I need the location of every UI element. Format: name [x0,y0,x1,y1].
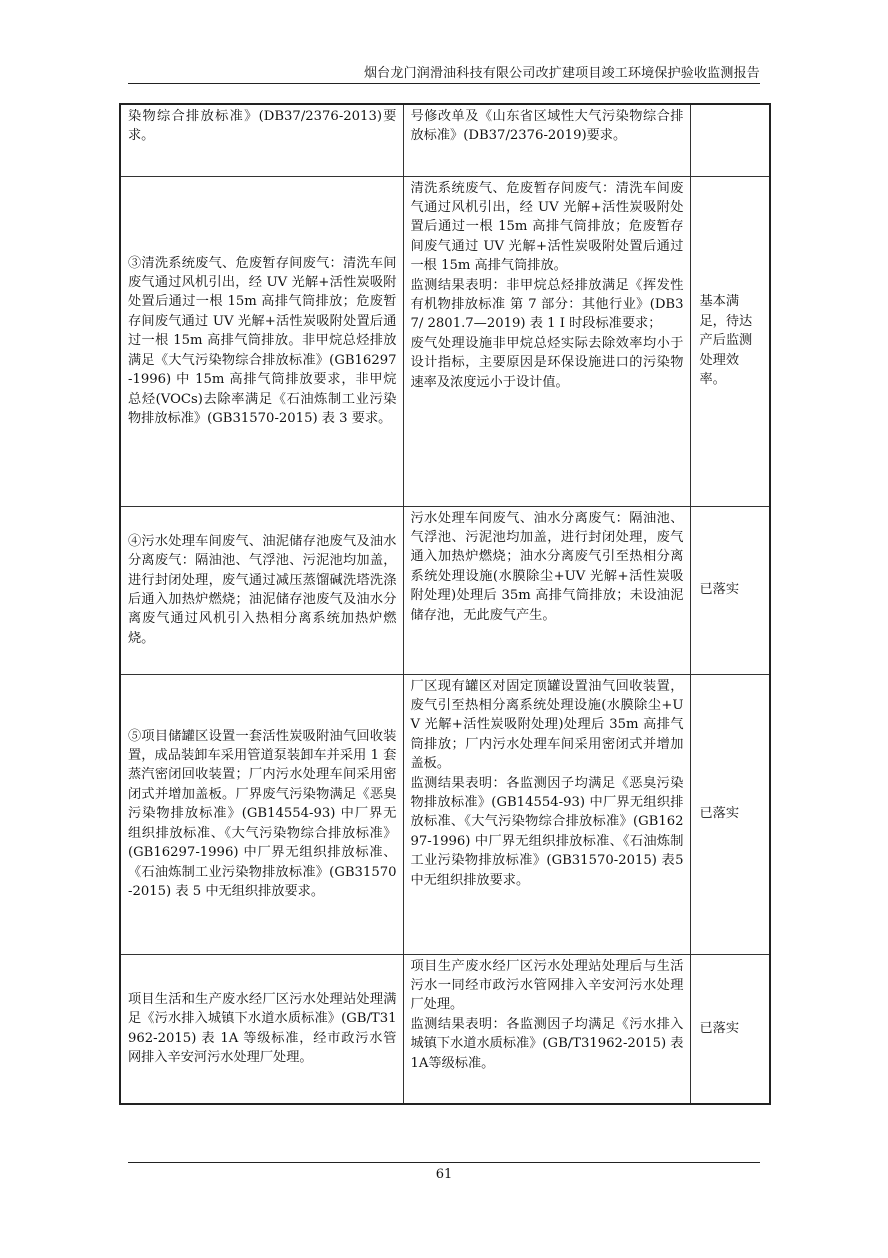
table-row [120,104,770,176]
acceptance-comparison-table [119,103,771,1105]
report-header-title: 烟台龙门润滑油科技有限公司改扩建项目竣工环境保护验收监测报告 [363,66,760,81]
implementation-text: 污水处理车间废气、油水分离废气：隔油池、气浮池、污泥池均加盖，进行封闭处理，废气通入加热炉燃烧；油水分离废气引至热相分离系统处理设施(水膜除尘+UV 光解+活性炭吸附处理)处理后 35m 高排气筒排放；未设油泥储存池，无此废气产生。 [410,510,684,623]
removal-efficiency-note: 废气处理设施非甲烷总烃实际去除效率均小于设计指标，主要原因是环保设施进口的污染物速率及浓度远小于设计值。 [410,335,684,390]
requirement-cell [120,954,403,1104]
monitoring-result-text: 监测结果表明：非甲烷总烃排放满足《挥发性有机物排放标准 第 7 部分：其他行业》(DB37/ 2801.7—2019) 表 1 Ⅰ 时段标准要求； [410,277,684,332]
requirement-cell [120,176,403,506]
monitoring-result-text: 监测结果表明：各监测因子均满足《污水排入城镇下水道水质标准》(GB/T31962-2015) 表1A等级标准。 [410,1016,684,1071]
implementation-text: 号修改单及《山东省区域性大气污染物综合排放标准》(DB37/2376-2019)要求。 [410,109,684,144]
requirement-cell [120,104,403,176]
table-row [120,674,770,954]
implementation-text: 清洗系统废气、危废暂存间废气：清洗车间废气通过风机引出，经 UV 光解+活性炭吸附处置后通过一根 15m 高排气筒排放；危废暂存间废气通过 UV 光解+活性炭吸附处置后通过一根 15m 高排气筒排放。 [410,180,684,274]
requirement-text: 项目生活和生产废水经厂区污水处理站处理满足《污水排入城镇下水道水质标准》(GB/T31962-2015) 表 1A 等级标准，经市政污水管网排入辛安河污水处理厂处理。 [128,991,397,1066]
status-cell [690,674,770,954]
monitoring-result-text: 监测结果表明：各监测因子均满足《恶臭污染物排放标准》(GB14554-93) 中厂界无组织排放标准、《大气污染物综合排放标准》(GB16297-1996) 中厂界无组织排放标准、《石油炼制工业污染物排放标准》(GB31570-2015) 表5中无组织排放要求。 [410,775,684,888]
requirement-text: ⑤项目储罐区设置一套活性炭吸附油气回收装置，成品装卸车采用管道泵装卸车并采用 1 套蒸汽密闭回收装置；厂内污水处理车间采用密闭式并增加盖板。厂界废气污染物满足《恶臭污染物排放标准》(GB14554-93) 中厂界无组织排放标准、《大气污染物综合排放标准》(GB16297-1996) 中厂界无组织排放标准、《石油炼制工业污染物排放标准》(GB31570-2015) 表 5 中无组织排放要求。 [128,728,397,899]
requirement-cell [120,674,403,954]
implementation-cell [403,506,690,674]
implementation-cell [403,176,690,506]
table-row [120,506,770,674]
status-cell [690,176,770,506]
requirement-text: ④污水处理车间废气、油泥储存池废气及油水分离废气：隔油池、气浮池、污泥池均加盖，进行封闭处理，废气通过减压蒸馏碱洗塔洗涤后通入加热炉燃烧；油泥储存池废气及油水分离废气通过风机引入热相分离系统加热炉燃烧。 [128,533,397,646]
status-text: 已落实 [699,1021,740,1037]
table-row [120,954,770,1104]
table-row [120,176,770,506]
implementation-text: 项目生产废水经厂区污水处理站处理后与生活污水一同经市政污水管网排入辛安河污水处理厂处理。 [410,958,684,1013]
status-cell [690,104,770,176]
requirement-text: 染物综合排放标准》(DB37/2376-2013)要求。 [128,109,397,144]
requirement-cell [120,506,403,674]
header-divider [128,83,760,84]
status-cell [690,954,770,1104]
page-number: 61 [435,1167,453,1182]
implementation-text: 厂区现有罐区对固定顶罐设置油气回收装置，废气引至热相分离系统处理设施(水膜除尘+UV 光解+活性炭吸附处理)处理后 35m 高排气筒排放；厂内污水处理车间采用密闭式并增加盖板。 [410,678,684,772]
requirement-text: ③清洗系统废气、危废暂存间废气：清洗车间废气通过风机引出，经 UV 光解+活性炭吸附处置后通过一根 15m 高排气筒排放；危废暂存间废气通过 UV 光解+活性炭吸附处置后通过一根 15m 高排气筒排放。非甲烷总烃排放满足《大气污染物综合排放标准》(GB16297-1996) 中 15m 高排气筒排放要求，非甲烷总烃(VOCs)去除率满足《石油炼制工业污染物排放标准》(GB31570-2015) 表 3 要求。 [128,255,397,426]
status-text: 已落实 [699,582,740,598]
implementation-cell [403,674,690,954]
status-cell [690,506,770,674]
implementation-cell [403,954,690,1104]
implementation-cell [403,104,690,176]
footer-divider [128,1162,760,1163]
status-text: 基本满足，待达产后监测处理效率。 [699,294,753,388]
status-text: 已落实 [699,806,740,822]
